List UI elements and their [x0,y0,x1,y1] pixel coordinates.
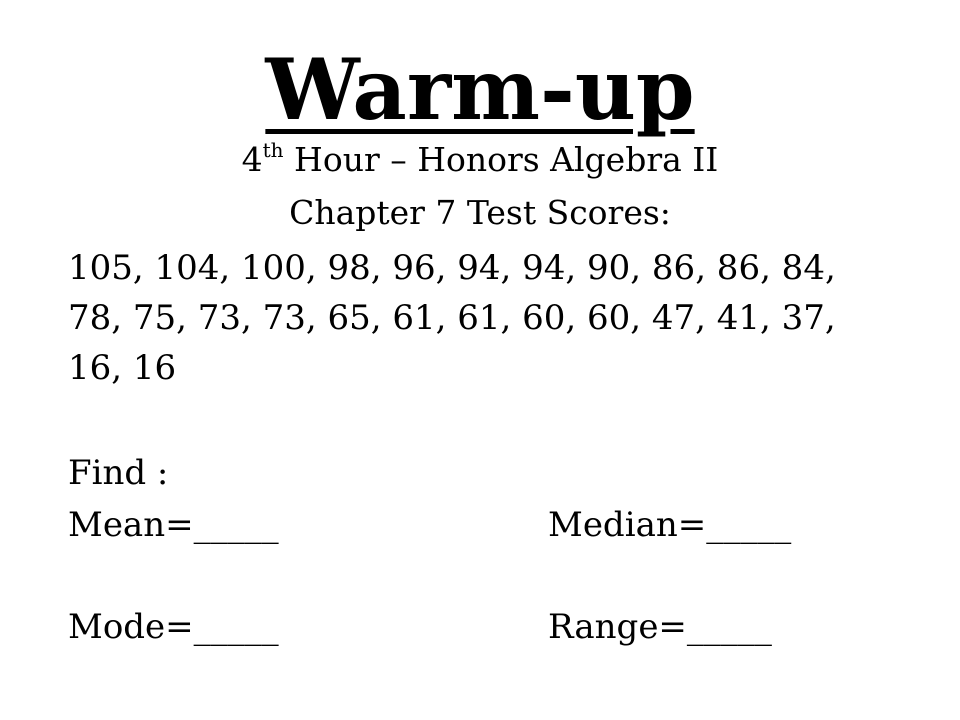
find-prompt: Find : [68,453,169,493]
class-name: Hour – Honors Algebra II [283,140,719,179]
hour-number: 4 [241,140,263,179]
hour-ordinal-suffix: th [262,138,284,162]
slide-title: Warm-up [265,40,695,139]
mean-blank: Mean=_____ [68,505,279,545]
median-blank: Median=_____ [548,505,792,545]
chapter-heading: Chapter 7 Test Scores: [289,193,671,232]
test-scores-list [68,243,928,393]
range-blank: Range=_____ [548,607,772,647]
scores-line: 16, 16 [68,348,177,388]
scores-line: 78, 75, 73, 73, 65, 61, 61, 60, 60, 47, 41, 37, [68,298,836,338]
mode-blank: Mode=_____ [68,607,279,647]
class-subtitle [0,140,960,180]
scores-line: 105, 104, 100, 98, 96, 94, 94, 90, 86, 86, 84, [68,248,836,288]
